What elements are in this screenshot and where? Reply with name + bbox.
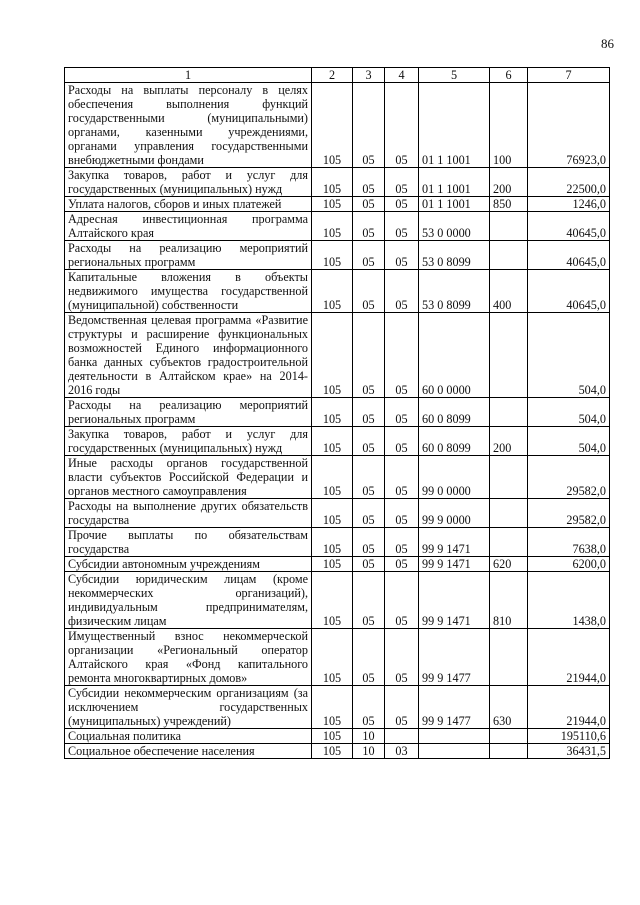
amount: 504,0 bbox=[528, 427, 610, 456]
header-cell: 6 bbox=[490, 68, 528, 83]
expense-type-code bbox=[490, 398, 528, 427]
amount: 504,0 bbox=[528, 313, 610, 398]
section-code: 105 bbox=[312, 270, 353, 313]
expense-type-code bbox=[490, 528, 528, 557]
expense-name: Капитальные вложения в объекты недвижимого имущества государственной (муниципальной) собственности bbox=[65, 270, 312, 313]
target-article-code: 99 9 1471 bbox=[419, 528, 490, 557]
target-article-code: 53 0 0000 bbox=[419, 212, 490, 241]
expense-name: Расходы на выполнение других обязательств государства bbox=[65, 499, 312, 528]
expense-name: Социальная политика bbox=[65, 729, 312, 744]
column-4-code: 05 bbox=[385, 313, 419, 398]
amount: 6200,0 bbox=[528, 557, 610, 572]
target-article-code: 53 0 8099 bbox=[419, 241, 490, 270]
table-row bbox=[65, 168, 610, 197]
table-row bbox=[65, 398, 610, 427]
column-4-code: 05 bbox=[385, 456, 419, 499]
target-article-code: 99 9 1477 bbox=[419, 629, 490, 686]
table-row bbox=[65, 528, 610, 557]
expense-name: Субсидии юридическим лицам (кроме некоммерческих организаций), индивидуальным предпринимателям, физическим лицам bbox=[65, 572, 312, 629]
target-article-code: 99 9 0000 bbox=[419, 499, 490, 528]
target-article-code: 60 0 0000 bbox=[419, 313, 490, 398]
expense-type-code bbox=[490, 241, 528, 270]
budget-table bbox=[64, 67, 610, 759]
column-4-code: 05 bbox=[385, 629, 419, 686]
amount: 1438,0 bbox=[528, 572, 610, 629]
expense-type-code: 810 bbox=[490, 572, 528, 629]
target-article-code: 53 0 8099 bbox=[419, 270, 490, 313]
header-cell: 3 bbox=[353, 68, 385, 83]
table-row bbox=[65, 686, 610, 729]
expense-type-code: 200 bbox=[490, 168, 528, 197]
amount: 21944,0 bbox=[528, 629, 610, 686]
section-code: 105 bbox=[312, 456, 353, 499]
section-code: 105 bbox=[312, 629, 353, 686]
section-code: 105 bbox=[312, 572, 353, 629]
expense-name: Иные расходы органов государственной власти субъектов Российской Федерации и органов местного самоуправления bbox=[65, 456, 312, 499]
section-code: 105 bbox=[312, 729, 353, 744]
expense-name: Субсидии некоммерческим организациям (за исключением государственных (муниципальных) учреждений) bbox=[65, 686, 312, 729]
column-4-code: 05 bbox=[385, 83, 419, 168]
subsection-code: 05 bbox=[353, 572, 385, 629]
column-4-code: 05 bbox=[385, 197, 419, 212]
amount: 195110,6 bbox=[528, 729, 610, 744]
subsection-code: 05 bbox=[353, 499, 385, 528]
column-4-code: 03 bbox=[385, 744, 419, 759]
subsection-code: 05 bbox=[353, 398, 385, 427]
subsection-code: 05 bbox=[353, 427, 385, 456]
subsection-code: 05 bbox=[353, 456, 385, 499]
target-article-code: 01 1 1001 bbox=[419, 197, 490, 212]
header-cell: 7 bbox=[528, 68, 610, 83]
column-4-code: 05 bbox=[385, 212, 419, 241]
expense-name: Ведомственная целевая программа «Развитие структуры и расширение функциональных возможностей Единого информационного банка данных субъектов градостроительной деятельности в Алтайском крае» на 2014-2016 годы bbox=[65, 313, 312, 398]
column-4-code: 05 bbox=[385, 398, 419, 427]
amount: 7638,0 bbox=[528, 528, 610, 557]
subsection-code: 05 bbox=[353, 557, 385, 572]
section-code: 105 bbox=[312, 557, 353, 572]
target-article-code: 99 9 1477 bbox=[419, 686, 490, 729]
target-article-code bbox=[419, 729, 490, 744]
subsection-code: 10 bbox=[353, 744, 385, 759]
expense-type-code: 200 bbox=[490, 427, 528, 456]
section-code: 105 bbox=[312, 686, 353, 729]
subsection-code: 10 bbox=[353, 729, 385, 744]
column-4-code: 05 bbox=[385, 499, 419, 528]
header-cell: 5 bbox=[419, 68, 490, 83]
section-code: 105 bbox=[312, 427, 353, 456]
table-row bbox=[65, 557, 610, 572]
table-row bbox=[65, 212, 610, 241]
expense-type-code bbox=[490, 456, 528, 499]
header-cell: 4 bbox=[385, 68, 419, 83]
subsection-code: 05 bbox=[353, 313, 385, 398]
target-article-code bbox=[419, 744, 490, 759]
section-code: 105 bbox=[312, 197, 353, 212]
column-4-code: 05 bbox=[385, 241, 419, 270]
target-article-code: 99 9 1471 bbox=[419, 557, 490, 572]
expense-type-code bbox=[490, 744, 528, 759]
target-article-code: 01 1 1001 bbox=[419, 168, 490, 197]
expense-name: Адресная инвестиционная программа Алтайского края bbox=[65, 212, 312, 241]
table-row bbox=[65, 313, 610, 398]
table-row bbox=[65, 197, 610, 212]
table-row bbox=[65, 572, 610, 629]
column-4-code: 05 bbox=[385, 686, 419, 729]
target-article-code: 01 1 1001 bbox=[419, 83, 490, 168]
table-row bbox=[65, 729, 610, 744]
table-row bbox=[65, 83, 610, 168]
expense-type-code: 100 bbox=[490, 83, 528, 168]
expense-type-code: 850 bbox=[490, 197, 528, 212]
expense-type-code bbox=[490, 499, 528, 528]
section-code: 105 bbox=[312, 212, 353, 241]
column-4-code: 05 bbox=[385, 528, 419, 557]
table-row bbox=[65, 629, 610, 686]
expense-name: Прочие выплаты по обязательствам государства bbox=[65, 528, 312, 557]
amount: 22500,0 bbox=[528, 168, 610, 197]
table-row bbox=[65, 270, 610, 313]
amount: 504,0 bbox=[528, 398, 610, 427]
expense-name: Имущественный взнос некоммерческой организации «Региональный оператор Алтайского края «Фонд капитального ремонта многоквартирных домов» bbox=[65, 629, 312, 686]
amount: 36431,5 bbox=[528, 744, 610, 759]
table-header-row bbox=[65, 68, 610, 83]
subsection-code: 05 bbox=[353, 528, 385, 557]
expense-name: Субсидии автономным учреждениям bbox=[65, 557, 312, 572]
expense-type-code bbox=[490, 729, 528, 744]
amount: 1246,0 bbox=[528, 197, 610, 212]
section-code: 105 bbox=[312, 398, 353, 427]
amount: 21944,0 bbox=[528, 686, 610, 729]
table-row bbox=[65, 456, 610, 499]
section-code: 105 bbox=[312, 241, 353, 270]
expense-name: Закупка товаров, работ и услуг для государственных (муниципальных) нужд bbox=[65, 168, 312, 197]
subsection-code: 05 bbox=[353, 83, 385, 168]
subsection-code: 05 bbox=[353, 686, 385, 729]
amount: 40645,0 bbox=[528, 270, 610, 313]
section-code: 105 bbox=[312, 744, 353, 759]
expense-type-code: 630 bbox=[490, 686, 528, 729]
expense-type-code bbox=[490, 629, 528, 686]
section-code: 105 bbox=[312, 83, 353, 168]
section-code: 105 bbox=[312, 528, 353, 557]
expense-name: Социальное обеспечение населения bbox=[65, 744, 312, 759]
amount: 29582,0 bbox=[528, 499, 610, 528]
column-4-code: 05 bbox=[385, 572, 419, 629]
target-article-code: 60 0 8099 bbox=[419, 398, 490, 427]
subsection-code: 05 bbox=[353, 212, 385, 241]
section-code: 105 bbox=[312, 168, 353, 197]
amount: 40645,0 bbox=[528, 212, 610, 241]
header-cell: 2 bbox=[312, 68, 353, 83]
column-4-code: 05 bbox=[385, 168, 419, 197]
amount: 40645,0 bbox=[528, 241, 610, 270]
expense-type-code: 400 bbox=[490, 270, 528, 313]
page-number: 86 bbox=[601, 36, 614, 51]
column-4-code: 05 bbox=[385, 557, 419, 572]
subsection-code: 05 bbox=[353, 629, 385, 686]
target-article-code: 60 0 8099 bbox=[419, 427, 490, 456]
expense-name: Расходы на реализацию мероприятий региональных программ bbox=[65, 241, 312, 270]
expense-name: Закупка товаров, работ и услуг для государственных (муниципальных) нужд bbox=[65, 427, 312, 456]
subsection-code: 05 bbox=[353, 168, 385, 197]
target-article-code: 99 0 0000 bbox=[419, 456, 490, 499]
table-row bbox=[65, 427, 610, 456]
expense-type-code bbox=[490, 212, 528, 241]
table-row bbox=[65, 241, 610, 270]
amount: 29582,0 bbox=[528, 456, 610, 499]
section-code: 105 bbox=[312, 499, 353, 528]
subsection-code: 05 bbox=[353, 197, 385, 212]
amount: 76923,0 bbox=[528, 83, 610, 168]
expense-type-code bbox=[490, 313, 528, 398]
subsection-code: 05 bbox=[353, 241, 385, 270]
subsection-code: 05 bbox=[353, 270, 385, 313]
table-row bbox=[65, 744, 610, 759]
expense-name: Уплата налогов, сборов и иных платежей bbox=[65, 197, 312, 212]
target-article-code: 99 9 1471 bbox=[419, 572, 490, 629]
expense-type-code: 620 bbox=[490, 557, 528, 572]
column-4-code: 05 bbox=[385, 270, 419, 313]
expense-name: Расходы на реализацию мероприятий региональных программ bbox=[65, 398, 312, 427]
column-4-code bbox=[385, 729, 419, 744]
section-code: 105 bbox=[312, 313, 353, 398]
column-4-code: 05 bbox=[385, 427, 419, 456]
header-cell: 1 bbox=[65, 68, 312, 83]
expense-name: Расходы на выплаты персоналу в целях обеспечения выполнения функций государственными (муниципальными) органами, казенными учреждениями, органами управления государственными внебюджетными фондами bbox=[65, 83, 312, 168]
table-row bbox=[65, 499, 610, 528]
